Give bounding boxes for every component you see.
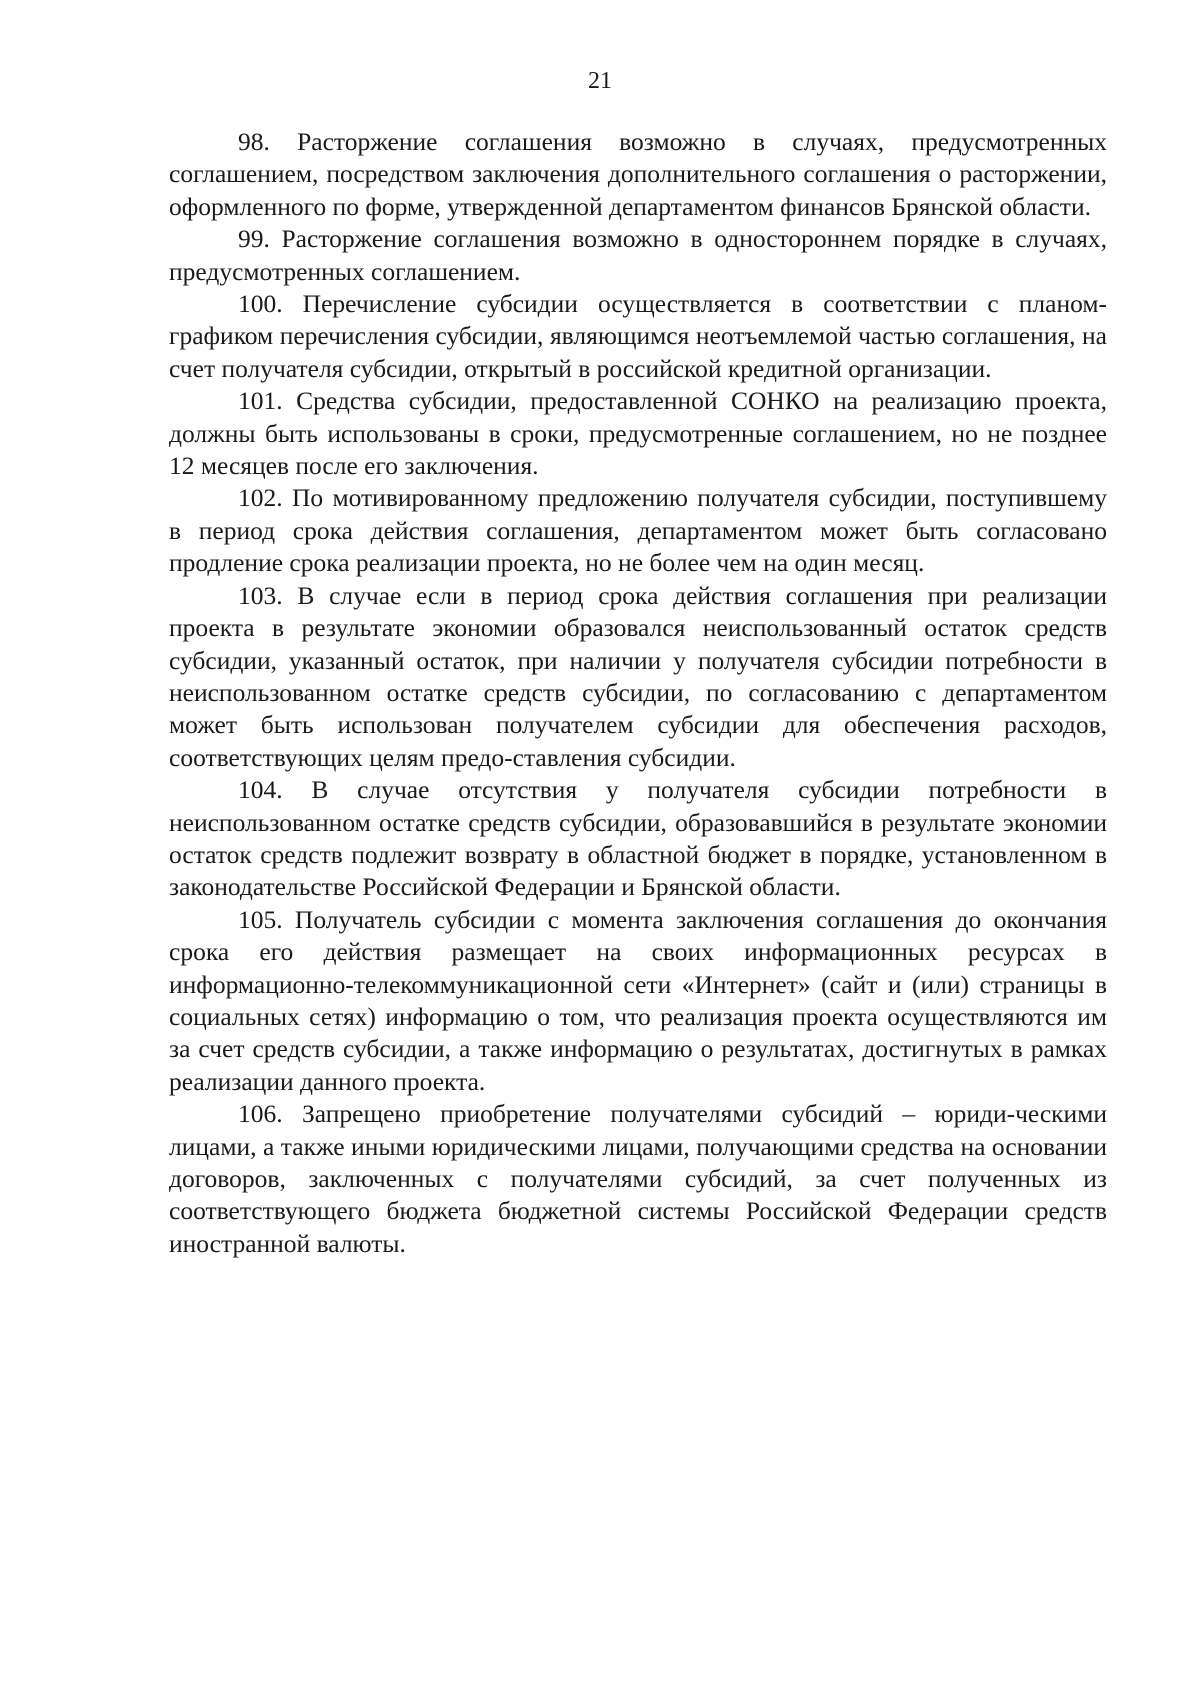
paragraph-101: 101. Средства субсидии, предоставленной СОНКО на реализацию проекта, должны быть использованы в сроки, предусмотренные соглашением, но не позднее 12 месяцев после его заключения.: [169, 386, 1107, 481]
paragraph-106: 106. Запрещено приобретение получателями субсидий – юриди-ческими лицами, а также иными юридическими лицами, получающими средства на основании договоров, заключенных с получателями субсидий, за счет полученных из соответствующего бюджета бюджетной системы Российской Федерации средств иностранной валюты.: [169, 1099, 1107, 1258]
paragraph-99: 99. Расторжение соглашения возможно в одностороннем порядке в случаях, предусмотренных соглашением.: [169, 224, 1107, 286]
page-number: 21: [588, 68, 612, 94]
paragraph-103: 103. В случае если в период срока действия соглашения при реализации проекта в результате экономии образовался неиспользованный остаток средств субсидии, указанный остаток, при наличии у получателя субсидии потребности в неиспользованном остатке средств субсидии, по согласованию с департаментом может быть использован получателем субсидии для обеспечения расходов, соответствующих целям предо-ставления субсидии.: [169, 580, 1107, 772]
document-body: [169, 126, 1107, 1260]
paragraph-100: 100. Перечисление субсидии осуществляется в соответствии с планом-графиком перечисления субсидии, являющимся неотъемлемой частью соглашения, на счет получателя субсидии, открытый в российской кредитной организации.: [169, 289, 1107, 383]
paragraph-102: 102. По мотивированному предложению получателя субсидии, поступившему в период срока действия соглашения, департаментом может быть согласовано продление срока реализации проекта, но не более чем на один месяц.: [169, 483, 1107, 578]
paragraph-98: 98. Расторжение соглашения возможно в случаях, предусмотренных соглашением, посредством заключения дополнительного соглашения о расторжении, оформленного по форме, утвержденной департаментом финансов Брянской области.: [169, 127, 1107, 221]
paragraph-104: 104. В случае отсутствия у получателя субсидии потребности в неиспользованном остатке средств субсидии, образовавшийся в результате экономии остаток средств подлежит возврату в областной бюджет в порядке, установленном в законодательстве Российской Федерации и Брянской области.: [169, 775, 1107, 902]
paragraph-105: 105. Получатель субсидии с момента заключения соглашения до окончания срока его действия размещает на своих информационных ресурсах в информационно-телекоммуникационной сети «Интернет» (сайт и (или) страницы в социальных сетях) информацию о том, что реализация проекта осуществляются им за счет средств субсидии, а также информацию о результатах, достигнутых в рамках реализации данного проекта.: [169, 904, 1107, 1096]
